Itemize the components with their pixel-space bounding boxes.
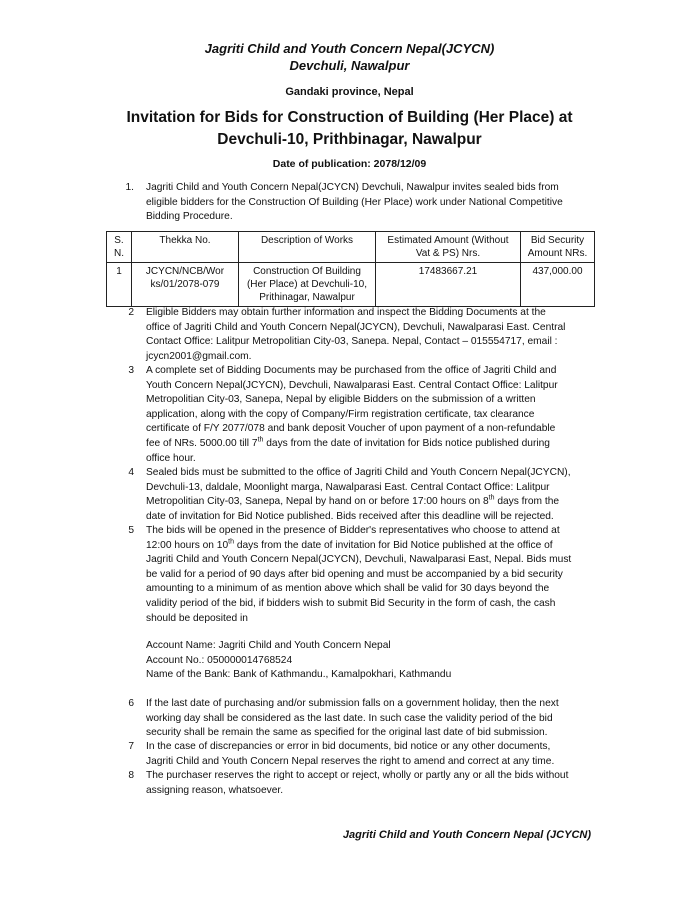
org-name-heading: Jagriti Child and Youth Concern Nepal(JCYCN) — [204, 41, 495, 56]
account-number: Account No.: 050000014768524 — [146, 655, 293, 666]
text-line: amounting to a minimum of as mention above which shall be valid for 30 days beyond the — [146, 583, 550, 595]
text-line: validity period of the bid, if bidders wish to submit Bid Security in the form of cash, the cash — [146, 597, 556, 609]
org-place-heading: Devchuli, Nawalpur — [289, 58, 410, 73]
clause-number: 5 — [128, 525, 134, 536]
text-line: fee of NRs. 5000.00 till 7th days from the date of invitation for Bids notice published during — [146, 436, 550, 449]
text-line: Devchuli-13, daldale, Moonlight marga, Nawalparasi East. Central Contact Office: Lalitpur — [146, 481, 550, 493]
header-thekka: Thekka No. — [132, 232, 239, 263]
cell-thekka: JCYCN/NCB/Wor ks/01/2078-079 — [132, 263, 239, 307]
clause-3-text — [146, 364, 593, 466]
text-line: jcycn2001@gmail.com. — [146, 350, 252, 362]
signature-footer: Jagriti Child and Youth Concern Nepal (JCYCN) — [342, 829, 591, 841]
clause-number: 7 — [128, 741, 134, 752]
clause-number: 6 — [128, 698, 134, 709]
text-line: Jagriti Child and Youth Concern Nepal(JCYCN) Devchuli, Nawalpur invites sealed bids from — [146, 182, 559, 193]
text-line: Metropolitian City-03, Sanepa, Nepal by eligible Bidders on the submission of a written — [146, 394, 536, 406]
bank-name: Name of the Bank: Bank of Kathmandu., Kamalpokhari, Kathmandu — [146, 669, 452, 680]
clause-number: 3 — [128, 365, 134, 376]
text-line: office of Jagriti Child and Youth Concern Nepal(JCYCN), Devchuli, Nawalparasi East. Central — [146, 321, 566, 333]
clause-1-text — [146, 181, 593, 225]
text-line: Jagriti Child and Youth Concern Nepal(JCYCN), Devchuli, Nawalparasi East, Nepal. Bids must — [146, 554, 572, 566]
text-line: Eligible Bidders may obtain further information and inspect the Bidding Documents at the — [146, 307, 546, 318]
table-row — [107, 263, 595, 307]
clause-4-text — [146, 466, 593, 524]
text-line: If the last date of purchasing and/or submission falls on a government holiday, then the next — [146, 698, 559, 709]
text-line: Bidding Procedure. — [146, 211, 233, 223]
text-line: security shall be remain the same as specified for the original last date of bid submission. — [146, 727, 548, 739]
text-line: date of invitation for Bid Notice published. Bids received after this deadline will be rejected. — [146, 510, 554, 522]
clause-number: 8 — [128, 770, 134, 781]
cell-description: Construction Of Building (Her Place) at Devchuli-10, Prithinagar, Nawalpur — [239, 263, 376, 307]
cell-amount: 17483667.21 — [376, 263, 521, 307]
clause-number: 2 — [128, 307, 134, 318]
text-line: The purchaser reserves the right to accept or reject, wholly or partly any or all the bids without — [146, 770, 569, 781]
text-line: Metropolitian City-03, Sanepa, Nepal by hand on or before 17:00 hours on 8th days from the — [146, 494, 560, 508]
text-line: The bids will be opened in the presence of Bidder's representatives who choose to attend at — [146, 525, 560, 536]
text-line: In the case of discrepancies or error in bid documents, bid notice or any other documents, — [146, 741, 551, 752]
header-estimated-amount: Estimated Amount (Without Vat & PS) Nrs. — [376, 232, 521, 263]
account-name: Account Name: Jagriti Child and Youth Concern Nepal — [146, 640, 391, 651]
cell-sn: 1 — [107, 263, 132, 307]
notice-title-line-1: Invitation for Bids for Construction of Building (Her Place) at — [126, 109, 573, 126]
clause-8-text — [146, 769, 593, 798]
text-line: application, along with the copy of Company/Firm registration certificate, tax clearance — [146, 408, 535, 420]
header-bid-security: Bid Security Amount NRs. — [521, 232, 595, 263]
clause-5-text — [146, 524, 593, 626]
publication-date: Date of publication: 2078/12/09 — [272, 158, 427, 170]
clause-6-text — [146, 697, 593, 741]
text-line: 12:00 hours on 10th days from the date of invitation for Bid Notice published at the office of — [146, 538, 553, 551]
text-line: eligible bidders for the Construction Of Building (Her Place) work under National Competitive — [146, 196, 563, 208]
text-line: assigning reason, whatsoever. — [146, 784, 284, 796]
bid-table — [106, 231, 595, 307]
text-line: Sealed bids must be submitted to the office of Jagriti Child and Youth Concern Nepal(JCYCN), — [146, 467, 571, 478]
text-line: should be deposited in — [146, 612, 248, 624]
text-line: Contact Office: Lalitpur Metropolitian City-03, Sanepa. Nepal, Contact – 015554717, email : — [146, 336, 558, 348]
table-header-row — [107, 232, 595, 263]
text-line: certificate of F/Y 2077/078 and bank deposit Voucher of upon payment of a non-refundable — [146, 423, 556, 435]
text-line: A complete set of Bidding Documents may be purchased from the office of Jagriti Child and — [146, 365, 557, 376]
text-line: Youth Concern Nepal(JCYCN), Devchuli, Nawalparasi East. Central Contact Office: Lalitpur — [146, 379, 558, 391]
clause-2-text — [146, 306, 593, 364]
text-line: working day shall be considered as the last date. In such case the validity period of the bid — [146, 712, 553, 724]
header-description: Description of Works — [239, 232, 376, 263]
clause-number: 4 — [128, 467, 134, 478]
clause-7-text — [146, 740, 593, 769]
text-line: Jagriti Child and Youth Concern Nepal reserves the right to amend and correct at any time. — [146, 755, 555, 767]
text-line: be valid for a period of 90 days after bid opening and must be accompanied by a bid security — [146, 568, 563, 580]
clause-number: 1. — [125, 182, 134, 193]
province-line: Gandaki province, Nepal — [285, 86, 414, 98]
header-sn: S. N. — [107, 232, 132, 263]
notice-title-line-2: Devchuli-10, Prithbinagar, Nawalpur — [217, 131, 482, 148]
cell-security: 437,000.00 — [521, 263, 595, 307]
text-line: office hour. — [146, 452, 196, 464]
